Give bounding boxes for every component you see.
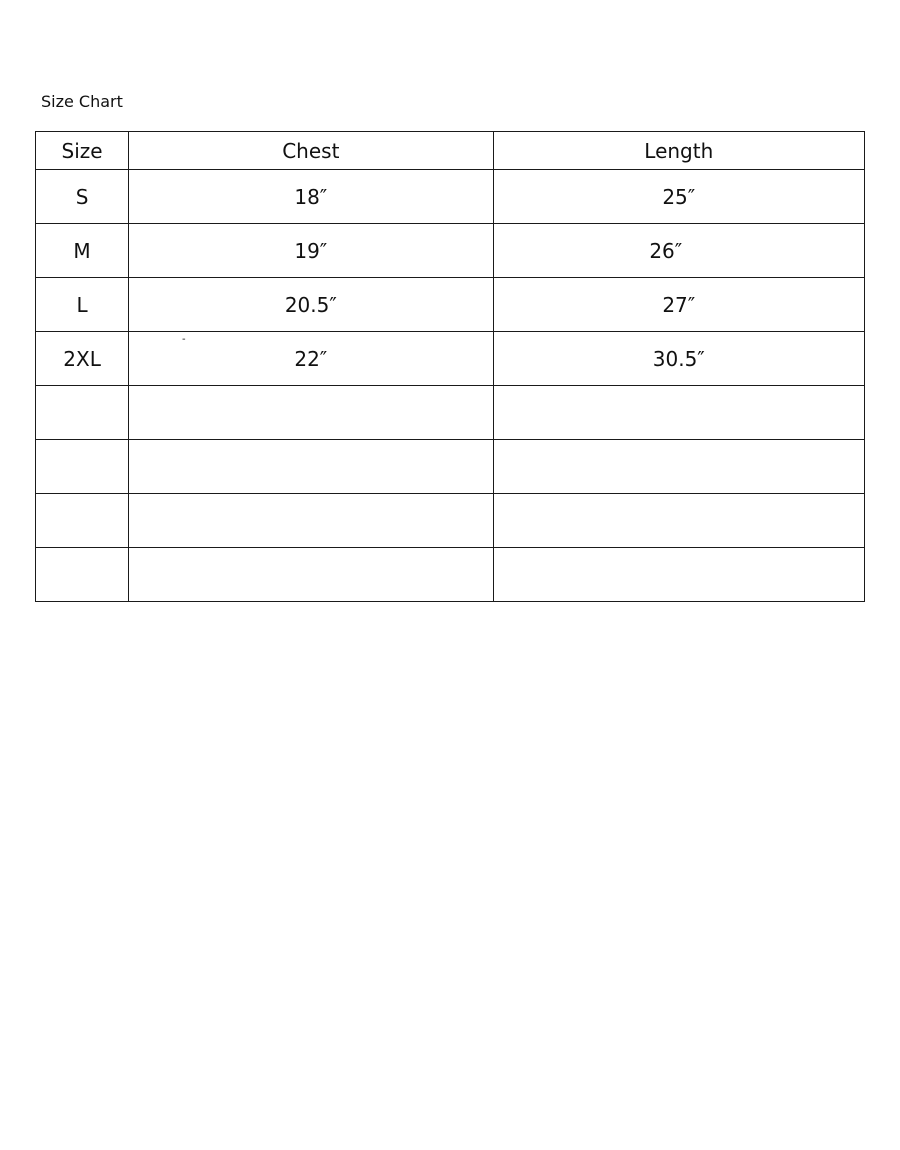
length-cell xyxy=(493,548,864,602)
size-cell xyxy=(36,494,129,548)
chest-cell xyxy=(129,548,493,602)
length-cell xyxy=(493,440,864,494)
size-cell xyxy=(36,440,129,494)
chest-cell: 20.5″ xyxy=(129,278,493,332)
table-header-row xyxy=(36,132,865,170)
column-header-size: Size xyxy=(36,132,129,170)
chest-cell xyxy=(129,386,493,440)
table-row xyxy=(36,548,865,602)
table-row xyxy=(36,170,865,224)
table-row xyxy=(36,386,865,440)
page-title: Size Chart xyxy=(41,92,123,111)
size-cell: S xyxy=(36,170,129,224)
stray-dash-mark: - xyxy=(182,334,186,345)
table-row xyxy=(36,332,865,386)
table-row xyxy=(36,278,865,332)
size-chart-table xyxy=(35,131,865,602)
size-cell: M xyxy=(36,224,129,278)
table-row xyxy=(36,440,865,494)
table-row xyxy=(36,494,865,548)
chest-cell xyxy=(129,440,493,494)
chest-cell: 22″ xyxy=(129,332,493,386)
length-cell xyxy=(493,494,864,548)
table-row xyxy=(36,224,865,278)
chest-cell: 18″ xyxy=(129,170,493,224)
length-cell: 30.5″ xyxy=(493,332,864,386)
size-cell xyxy=(36,386,129,440)
chest-cell: 19″ xyxy=(129,224,493,278)
size-cell: 2XL xyxy=(36,332,129,386)
size-cell xyxy=(36,548,129,602)
chest-cell xyxy=(129,494,493,548)
length-cell xyxy=(493,386,864,440)
size-cell: L xyxy=(36,278,129,332)
column-header-length: Length xyxy=(493,132,864,170)
length-cell: 25″ xyxy=(493,170,864,224)
length-cell: 27″ xyxy=(493,278,864,332)
column-header-chest: Chest xyxy=(129,132,493,170)
length-cell: 26″ xyxy=(493,224,864,278)
